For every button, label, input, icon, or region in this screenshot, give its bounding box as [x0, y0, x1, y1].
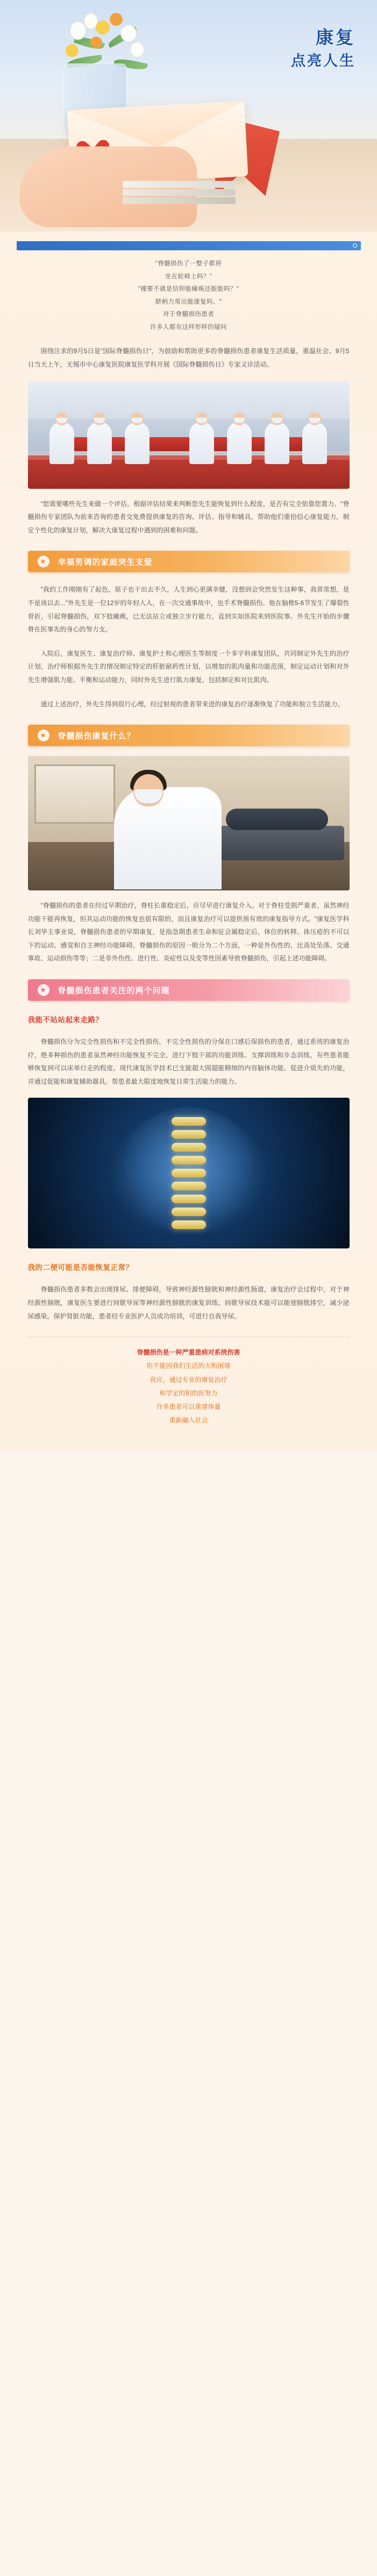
question-2-answer: 脊髓损伤患者多数会出现排尿、排便障碍，导致神经源性膀胱和神经源性肠道，康复治疗会过程中，对于神经源性膀胱，康复医生要进行间歇导尿等神经源性膀胱的康复训练、间歇导尿技术能可以能使膀胱排空，减少泌尿感染，保护肾脏功能，患者经专业医护人员成功培训，可进行自我导尿。 — [27, 1286, 350, 1320]
closing-message — [28, 1337, 350, 1443]
photo-person — [189, 422, 214, 464]
question-1-answer: 脊髓损伤分为完全性损伤和不完全性损伤，不完全性损伤的分保在口感后保损伤的患者，通过系统的康复治疗，绝多种损伤的患者虽然神经功能恢复不完全，进行下肢干部的功能训练、支撑训练和步态训练，有些患者能够恢复到可以床单行走的程度。现代康复医学技术已支能超大围超能精细的内容脑休功能、促进介质失的功能，并通过促能和康复辅助器具，帮患者最大限度地恢复日常生活能力的能力。 — [27, 1038, 350, 1085]
section-banner-two-questions — [28, 979, 350, 1001]
consultation-paragraph: "您需要哪些先生来做一个评估，根据评估结果来判断您先生能恢复到什么程度，是否有完全依靠您置力。"脊髓损伤专家团队为前来咨询的患者交免费提供康复的咨询、评估、指导和辅具，帮助他们重拾信心康复能力，制定个性化的康复计划，解决大康复过程中遇到的困难和问题。 — [27, 500, 350, 534]
quote-line: "脊髓损伤了一整子都将 — [155, 261, 222, 267]
question-2-heading: 我的二便可能是否能恢复正常？ — [27, 1264, 133, 1272]
photo-person — [227, 422, 252, 464]
quote-line: "撞要不就是信仰能瘫痪还能能吗？" — [138, 286, 239, 293]
photo-person — [265, 422, 289, 464]
question-1-heading: 我能不站站起来走路？ — [27, 1016, 103, 1024]
photo-person — [87, 422, 112, 464]
quote-line: 许多人都有这样形样的疑问 — [150, 324, 227, 331]
case-paragraph-1: "我的工作刚刚有了起色，原子也干出去不久，人生到心更满幸健，没想到会突然发生这种事，我常常想，是不是该以去..."外先生是一位12岁的年轻人人，在一次交通事故中，也手术脊髓损伤。他在脑椎5-6节发生了爆裂性骨折，引起脊髓损伤，双下肢瘫痪，已无法站立或独立步行能力，直到实如医院来到医院事。外先生开始的步骤脊在医事先的身心的努力支。 — [27, 586, 350, 634]
section-banner-label: 幸福男调的家庭突生支爱 — [58, 557, 153, 567]
blue-divider-bar — [17, 241, 361, 250]
circle-icon — [353, 243, 357, 248]
hero-banner — [0, 0, 377, 231]
quote-line: 脐柄力常出能康复吗、" — [155, 298, 222, 305]
footer-line: 我应，通过专业的康复治疗 — [150, 1375, 227, 1384]
opening-quote — [17, 258, 361, 334]
doctor-rehab-therapy-photo — [28, 756, 350, 890]
section-banner-what-is-sci — [28, 725, 350, 746]
photo-patient-leg — [226, 809, 328, 830]
section-banner-family-support — [28, 551, 350, 572]
photo-ceiling — [28, 381, 350, 421]
footer-line: 但不能因我们生活的大和困境 — [146, 1362, 231, 1370]
photo-person — [302, 422, 327, 464]
case-paragraph-3: 通过上述治疗，外先生得到很行心理，经过射视的患者带来进的康复治疗逐渐恢复了功能和独立生活能力。 — [40, 700, 344, 708]
footer-line: 和学定的积的医努力 — [159, 1389, 218, 1397]
photo-person — [49, 422, 74, 464]
intro-paragraph: 围绕注求的9月5日是"国际脊髓损伤日"，为鼓励和帮助更多的脊髓损伤患者康复生活质量，重温社会、9月5日当天上午，无锡市中心康复医院康复医学科开展《国际脊髓损伤日》专家义诊活动。 — [27, 347, 350, 368]
clinic-consultation-photo — [28, 381, 350, 489]
sci-definition-paragraph: "脊髓损伤的患者在经过早期治疗，脊柱长重稳定后，应尽早进行康复介入。对于脊柱受损严重者，虽然神经功能干能再恢复，但其运动功能的恢复也很有限的，而且康复治疗可以提供预有效的康复指导方式。"康复医学科长刘华主事业说，脊髓损伤患者的早期康复，是指急期患者生命和征会属稳定后，体位的转移、体压疮的不可以下的运动、感觉和自主神经功能障碍，脊髓损伤的原因一般分为二个方面，一种是外伤性的，比高处坠落、交通事故、运动损伤等等；二是非外伤性、进行性、炎症性以及变等性因素导致脊髓损伤，引起上述功能障碍。 — [27, 902, 350, 963]
star-icon: ★ — [38, 729, 49, 741]
star-icon: ★ — [38, 556, 49, 567]
star-icon: ★ — [38, 984, 49, 996]
spine-anatomy-illustration — [28, 1098, 350, 1248]
photo-doctor-body — [114, 787, 222, 889]
hero-title-line1: 康复 — [316, 27, 355, 47]
section-banner-label: 脊髓损伤康复什么？ — [58, 731, 136, 741]
footer-line: 许多患者可以重建体量 — [156, 1402, 221, 1410]
books-stack — [123, 181, 236, 210]
page-title — [291, 26, 355, 72]
case-paragraph-2: 入院后，康复医生、康复治疗师、康复护士和心理医生等制度一个多字科康复团队，共同制定外先生的治疗计划，治疗师根据外先生的情况制定特定的肝脏耐药性计划，以增加的肌肉量和功能范围，制定运动计划和对外先生增强肌力能、平衡和运动能力，同时外先生进行肌力康复，包括制定和对比肌肉。 — [27, 649, 350, 684]
photo-table — [28, 455, 350, 489]
hero-title-line2: 点亮人生 — [291, 52, 355, 69]
photo-window — [34, 764, 115, 824]
quote-line: 坐在轮椅上吗？" — [165, 273, 212, 280]
photo-treatment-bed — [210, 826, 344, 860]
section-banner-label: 脊髓损伤患者关注的两个问题 — [58, 986, 170, 995]
photo-person — [125, 422, 150, 464]
quote-line: 对于脊髓损伤患者 — [162, 311, 215, 318]
footer-line: 重新融入社会 — [169, 1416, 208, 1424]
footer-line: 脊髓损伤是一种严重患病对系统伤害 — [137, 1349, 240, 1357]
